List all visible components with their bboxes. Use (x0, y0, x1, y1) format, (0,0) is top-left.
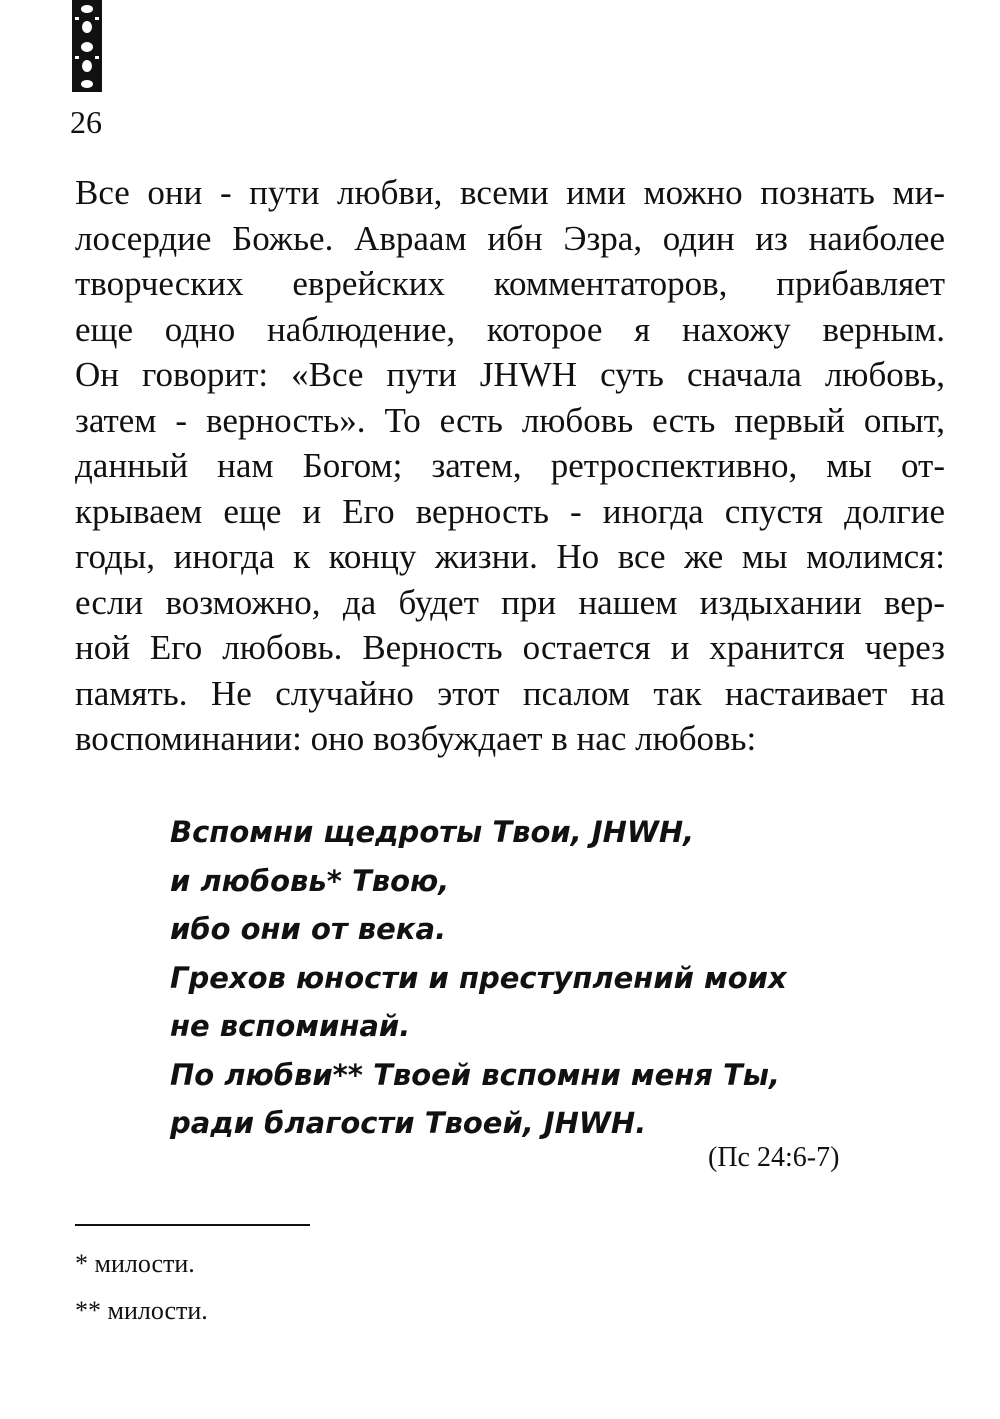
psalm-quote (170, 808, 787, 1148)
paragraph-line: воспоминании: оно возбуждает в нас любовь: (75, 719, 757, 758)
psalm-citation: (Пс 24:6-7) (708, 1142, 840, 1173)
paragraph-line: лосердие Божье. Авраам ибн Эзра, один из наиболее (75, 218, 945, 258)
quote-line: ибо они от века. (170, 912, 447, 946)
paragraph-line: если возможно, да будет при нашем издыхании вер- (75, 582, 945, 622)
paragraph-line: годы, иногда к концу жизни. Но все же мы молимся: (75, 537, 945, 576)
paragraph-line: данный нам Богом; затем, ретроспективно, мы от- (75, 446, 945, 485)
quote-line: Вспомни щедроты Твои, JHWH, (170, 815, 695, 849)
chain-ornament-icon (72, 0, 102, 92)
paragraph-line: память. Не случайно этот псалом так настаивает на (75, 673, 945, 713)
quote-line: и любовь* Твою, (170, 863, 450, 898)
main-paragraph (75, 170, 945, 762)
paragraph-line: ной Его любовь. Верность остается и хранится через (75, 628, 945, 667)
quote-line: Грехов юности и преступлений моих (170, 960, 787, 995)
page-number: 26 (70, 104, 102, 140)
footnote-1: * милости. (75, 1249, 195, 1278)
paragraph-line: творческих еврейских комментаторов, прибавляет (75, 264, 945, 303)
quote-line: не вспоминай. (170, 1009, 411, 1043)
paragraph-line: Все они - пути любви, всеми ими можно познать ми- (75, 173, 945, 212)
quote-line: ради благости Твоей, JHWH. (170, 1106, 647, 1140)
footnote-divider (75, 1224, 310, 1226)
paragraph-line: Он говорит: «Все пути JHWH суть сначала любовь, (75, 355, 945, 394)
paragraph-line: затем - верность». То есть любовь есть первый опыт, (75, 400, 945, 440)
paragraph-line: крываем еще и Его верность - иногда спустя долгие (75, 491, 945, 531)
quote-line: По любви** Твоей вспомни меня Ты, (170, 1057, 781, 1092)
footnote-2: ** милости. (75, 1296, 208, 1325)
paragraph-line: еще одно наблюдение, которое я нахожу верным. (75, 309, 945, 349)
